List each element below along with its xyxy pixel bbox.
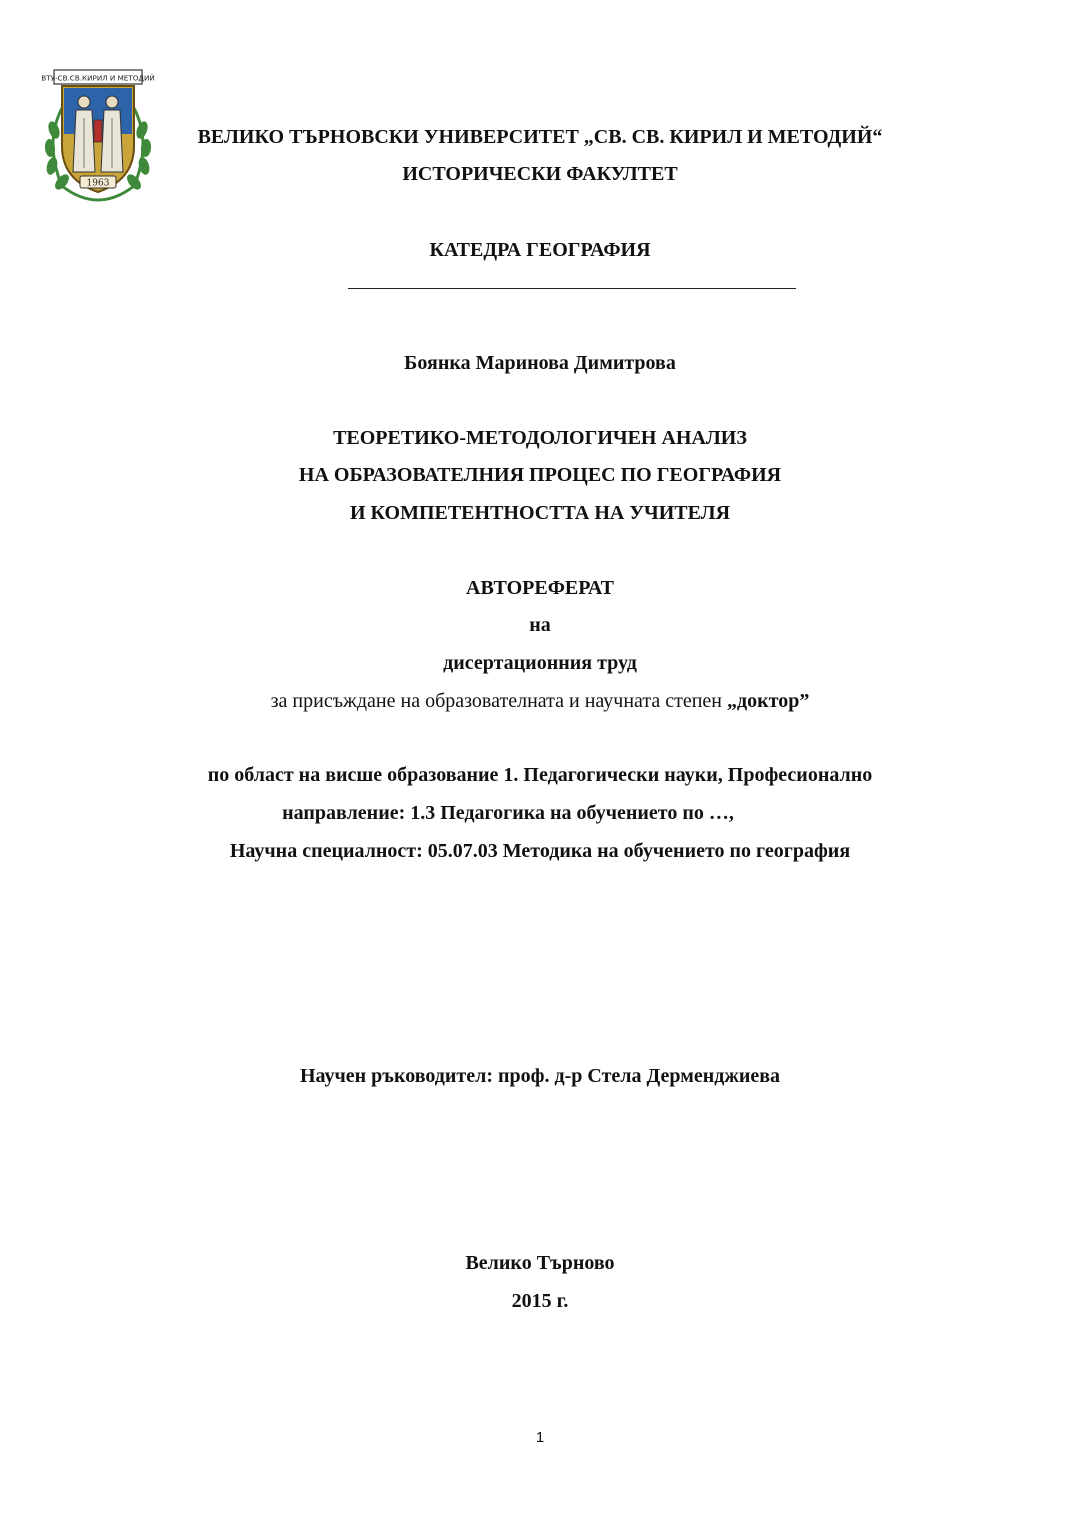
place: Велико Търново bbox=[465, 1252, 615, 1274]
crest-banner-text: ВТУ-СВ.СВ.КИРИЛ И МЕТОДИЙ bbox=[41, 73, 155, 83]
title-line-3: И КОМПЕТЕНТНОСТТА НА УЧИТЕЛЯ bbox=[349, 502, 731, 524]
page-number: 1 bbox=[535, 1429, 545, 1446]
abstract-heading: АВТОРЕФЕРАТ bbox=[466, 577, 614, 599]
field-line-2: направление: 1.3 Педагогика на обучението по …, bbox=[282, 802, 734, 824]
abstract-dissertation: дисертационния труд bbox=[443, 652, 637, 674]
degree-line bbox=[0, 688, 1080, 714]
supervisor: Научен ръководител: проф. д-р Стела Дерменджиева bbox=[299, 1065, 781, 1087]
year: 2015 г. bbox=[511, 1290, 569, 1312]
degree-prefix: за присъждане на образователната и научната степен bbox=[270, 690, 728, 712]
field-line-1: по област на висше образование 1. Педагогически науки, Професионално bbox=[207, 764, 873, 786]
field-line-3: Научна специалност: 05.07.03 Методика на обучението по география bbox=[229, 840, 851, 862]
faculty-name: ИСТОРИЧЕСКИ ФАКУЛТЕТ bbox=[402, 163, 678, 185]
university-name: ВЕЛИКО ТЪРНОВСКИ УНИВЕРСИТЕТ „СВ. СВ. КИРИЛ И МЕТОДИЙ“ bbox=[197, 126, 883, 148]
crest-year-text: 1963 bbox=[86, 178, 110, 189]
department-name: КАТЕДРА ГЕОГРАФИЯ bbox=[429, 239, 651, 261]
author-name: Боянка Маринова Димитрова bbox=[404, 352, 676, 374]
title-line-2: НА ОБРАЗОВАТЕЛНИЯ ПРОЦЕС ПО ГЕОГРАФИЯ bbox=[298, 464, 782, 486]
header-divider bbox=[348, 288, 796, 289]
degree-name: „доктор” bbox=[727, 690, 810, 712]
title-line-1: ТЕОРЕТИКО-МЕТОДОЛОГИЧЕН АНАЛИЗ bbox=[333, 427, 747, 449]
abstract-of: на bbox=[529, 614, 551, 636]
